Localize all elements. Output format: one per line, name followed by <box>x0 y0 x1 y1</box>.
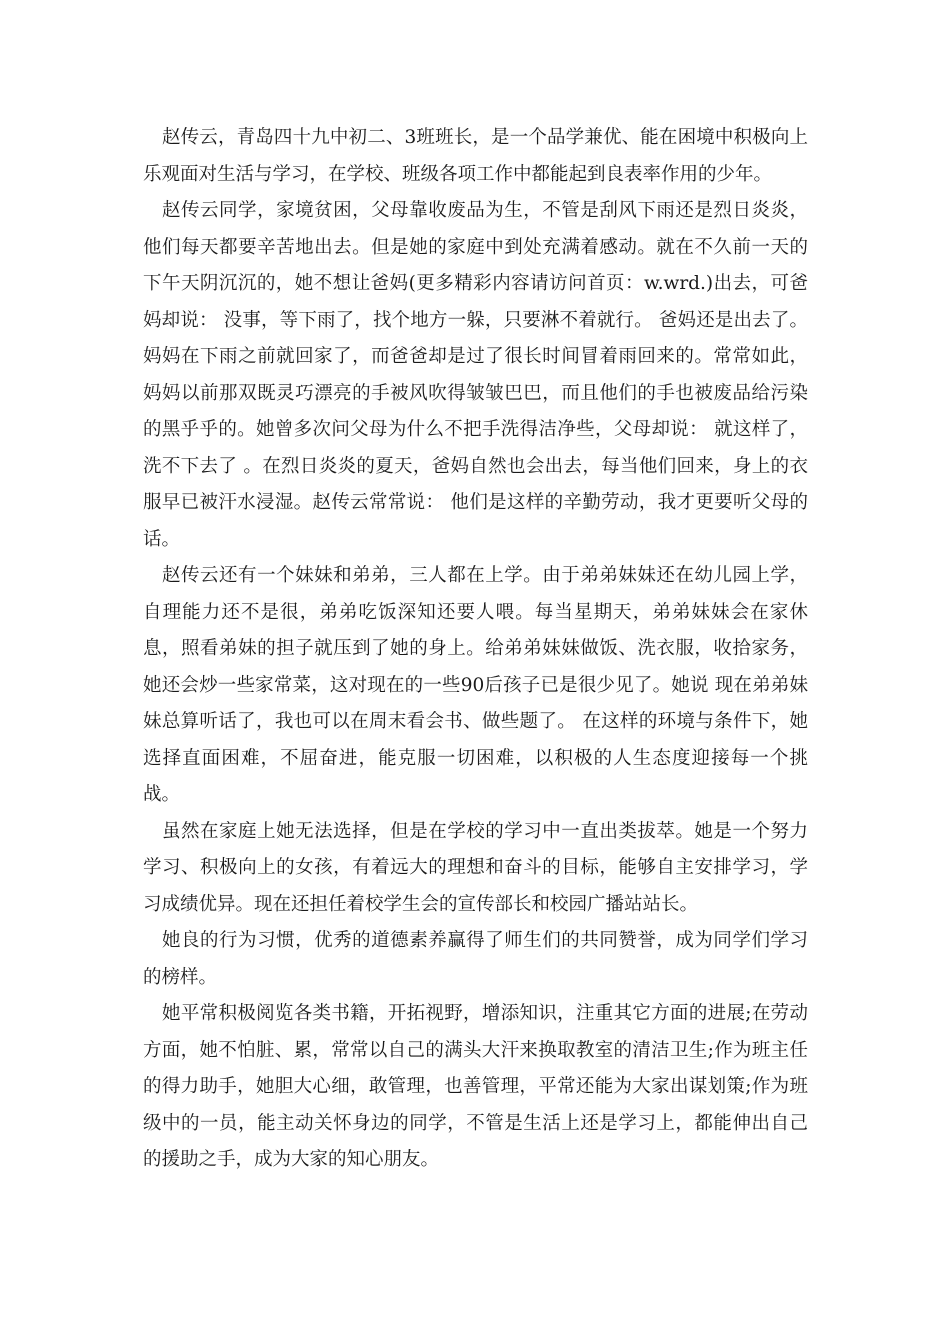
paragraph-siblings: 赵传云还有一个妹妹和弟弟，三人都在上学。由于弟弟妹妹还在幼儿园上学，自理能力还不是很，弟弟吃饭深知还要人喂。每当星期天，弟弟妹妹会在家休息，照看弟妹的担子就压到了她的身上。给弟弟妹妹做饭、洗衣服，收拾家务，她还会炒一些家常菜，这对现在的一些90后孩子已是很少见了。她说 现在弟弟妹妹总算听话了，我也可以在周末看会书、做些题了。 在这样的环境与条件下，她选择直面困难，不屈奋进，能克服一切困难，以积极的人生态度迎接每一个挑战。 <box>143 565 808 805</box>
document-body <box>143 120 808 1179</box>
paragraph-intro: 赵传云，青岛四十九中初二、3班班长，是一个品学兼优、能在困境中积极向上乐观面对生活与学习，在学校、班级各项工作中都能起到良表率作用的少年。 <box>143 127 808 185</box>
paragraph-family: 赵传云同学，家境贫困，父母靠收废品为生，不管是刮风下雨还是烈日炎炎，他们每天都要辛苦地出去。但是她的家庭中到处充满着感动。就在不久前一天的下午天阴沉沉的，她不想让爸妈(更多精彩内容请访问首页：w.wrd.)出去，可爸妈却说： 没事，等下雨了，找个地方一躲，只要淋不着就行。 爸妈还是出去了。妈妈在下雨之前就回家了，而爸爸却是过了很长时间冒着雨回来的。常常如此，妈妈以前那双既灵巧漂亮的手被风吹得皱皱巴巴，而且他们的手也被废品给污染的黑乎乎的。她曾多次问父母为什么不把手洗得洁净些，父母却说： 就这样了，洗不下去了 。在烈日炎炎的夏天，爸妈自然也会出去，每当他们回来，身上的衣服早已被汗水浸湿。赵传云常常说： 他们是这样的辛勤劳动，我才更要听父母的话。 <box>143 200 808 550</box>
paragraph-study: 虽然在家庭上她无法选择，但是在学校的学习中一直出类拔萃。她是一个努力学习、积极向上的女孩，有着远大的理想和奋斗的目标，能够自主安排学习，学习成绩优异。现在还担任着校学生会的宣传部长和校园广播站站长。 <box>143 820 808 915</box>
paragraph-activities: 她平常积极阅览各类书籍，开拓视野，增添知识，注重其它方面的进展;在劳动方面，她不怕脏、累，常常以自己的满头大汗来换取教室的清洁卫生;作为班主任的得力助手，她胆大心细，敢管理，也善管理，平常还能为大家出谋划策;作为班级中的一员，能主动关怀身边的同学，不管是生活上还是学习上，都能伸出自己的援助之手，成为大家的知心朋友。 <box>143 1003 808 1170</box>
paragraph-behavior: 她良的行为习惯，优秀的道德素养赢得了师生们的共同赞誉，成为同学们学习的榜样。 <box>143 930 808 988</box>
